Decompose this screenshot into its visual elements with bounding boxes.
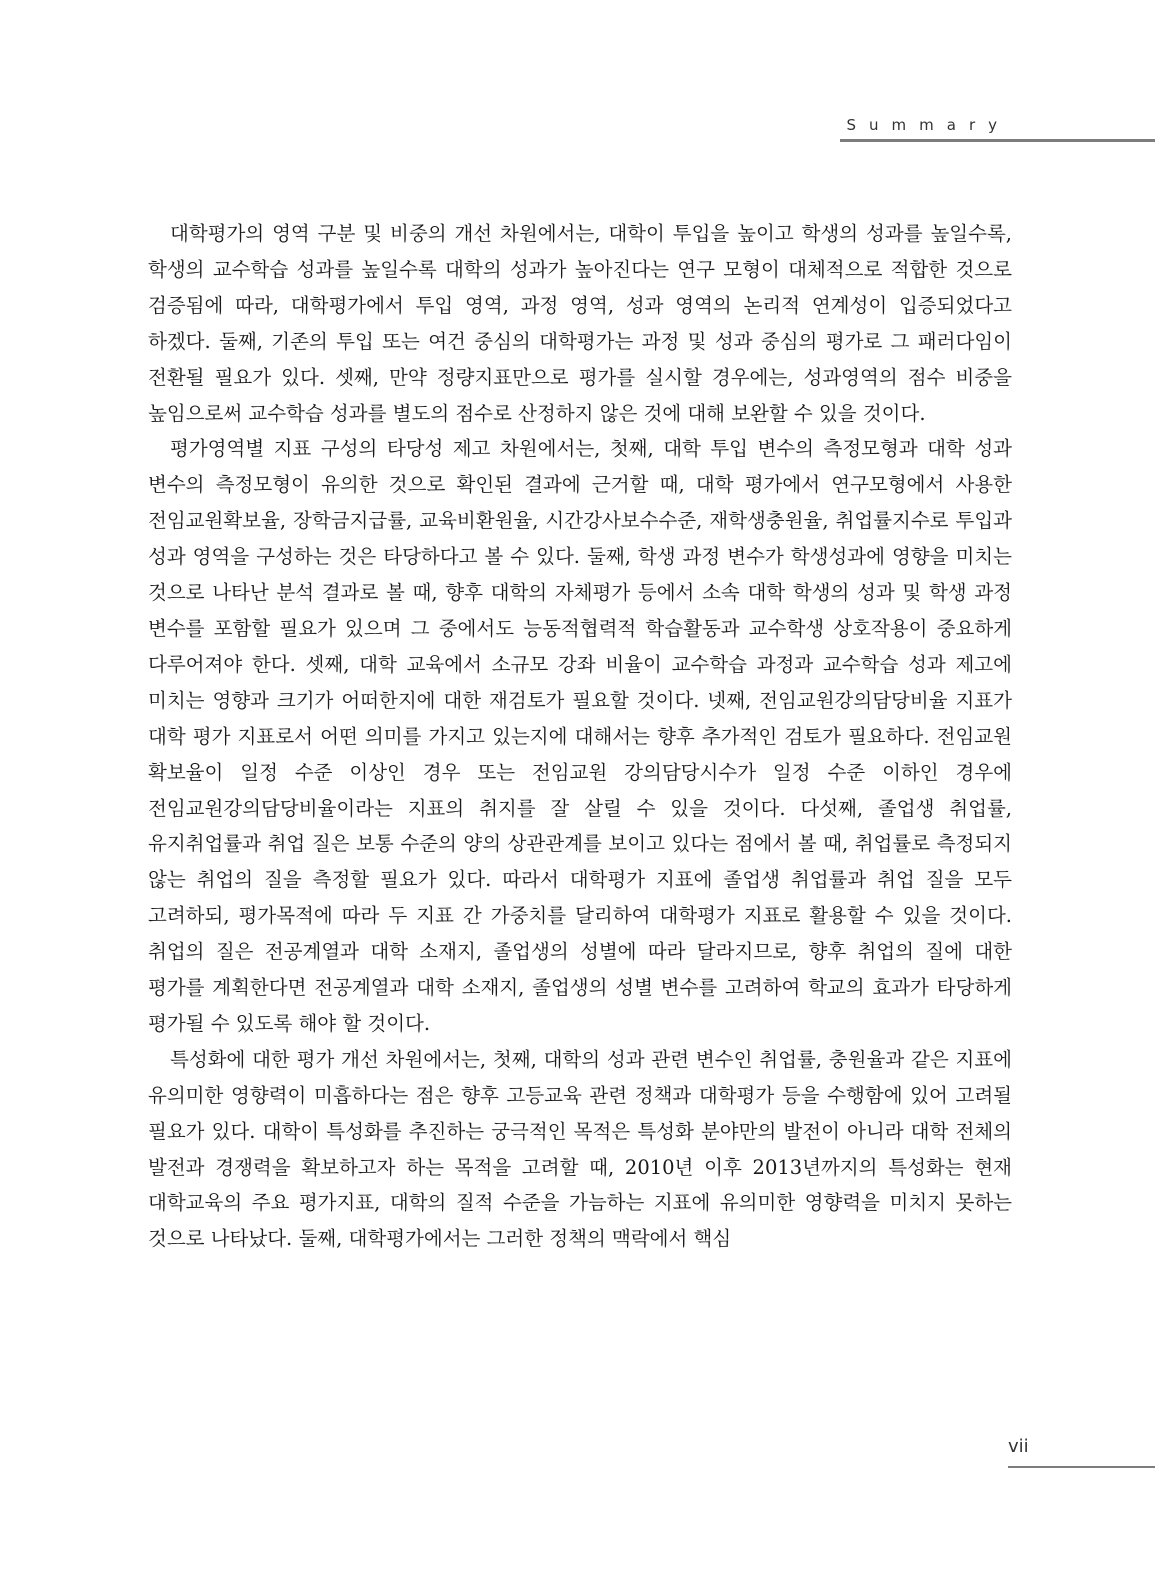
paragraph-indicator-validity: 평가영역별 지표 구성의 타당성 제고 차원에서는, 첫째, 대학 투입 변수의 측정모형과 대학 성과 변수의 측정모형이 유의한 것으로 확인된 결과에 근거할 때, 대학 평가에서 연구모형에서 사용한 전임교원확보율, 장학금지급률, 교육비환원율, 시간강사보수수준, 재학생충원율, 취업률지수로 투입과 성과 영역을 구성하는 것은 타당하다고 볼 수 있다. 둘째, 학생 과정 변수가 학생성과에 영향을 미치는 것으로 나타난 분석 결과로 볼 때, 향후 대학의 자체평가 등에서 소속 대학 학생의 성과 및 학생 과정 변수를 포함할 필요가 있으며 그 중에서도 능동적협력적 학습활동과 교수학생 상호작용이 중요하게 다루어져야 한다. 셋째, 대학 교육에서 소규모 강좌 비율이 교수학습 과정과 교수학습 성과 제고에 미치는 영향과 크기가 어떠한지에 대한 재검토가 필요할 것이다. 넷째, 전임교원강의담당비율 지표가 대학 평가 지표로서 어떤 의미를 가지고 있는지에 대해서는 향후 추가적인 검토가 필요하다. 전임교원 확보율이 일정 수준 이상인 경우 또는 전임교원 강의담당시수가 일정 수준 이하인 경우에 전임교원강의담당비율이라는 지표의 취지를 잘 살릴 수 있을 것이다. 다섯째, 졸업생 취업률, 유지취업률과 취업 질은 보통 수준의 양의 상관관계를 보이고 있다는 점에서 볼 때, 취업률로 측정되지 않는 취업의 질을 측정할 필요가 있다. 따라서 대학평가 지표에 졸업생 취업률과 취업 질을 모두 고려하되, 평가목적에 따라 두 지표 간 가중치를 달리하여 대학평가 지표로 활용할 수 있을 것이다. 취업의 질은 전공계열과 대학 소재지, 졸업생의 성별에 따라 달라지므로, 향후 취업의 질에 대한 평가를 계획한다면 전공계열과 대학 소재지, 졸업생의 성별 변수를 고려하여 학교의 효과가 타당하게 평가될 수 있도록 해야 할 것이다. xyxy=(148,437,1012,1035)
paragraph-specialization: 특성화에 대한 평가 개선 차원에서는, 첫째, 대학의 성과 관련 변수인 취업률, 충원율과 같은 지표에 유의미한 영향력이 미흡하다는 점은 향후 고등교육 관련 정책과 대학평가 등을 수행함에 있어 고려될 필요가 있다. 대학이 특성화를 추진하는 궁극적인 목적은 특성화 분야만의 발전이 아니라 대학 전체의 발전과 경쟁력을 확보하고자 하는 목적을 고려할 때, 2010년 이후 2013년까지의 특성화는 현재 대학교육의 주요 평가지표, 대학의 질적 수준을 가늠하는 지표에 유의미한 영향력을 미치지 못하는 것으로 나타났다. 둘째, 대학평가에서는 그러한 정책의 맥락에서 핵심 xyxy=(148,1047,1012,1251)
paragraph-evaluation-areas: 대학평가의 영역 구분 및 비중의 개선 차원에서는, 대학이 투입을 높이고 학생의 성과를 높일수록, 학생의 교수학습 성과를 높일수록 대학의 성과가 높아진다는 연구 모형이 대체적으로 적합한 것으로 검증됨에 따라, 대학평가에서 투입 영역, 과정 영역, 성과 영역의 논리적 연계성이 입증되었다고 하겠다. 둘째, 기존의 투입 또는 여건 중심의 대학평가는 과정 및 성과 중심의 평가로 그 패러다임이 전환될 필요가 있다. 셋째, 만약 정량지표만으로 평가를 실시할 경우에는, 성과영역의 점수 비중을 높임으로써 교수학습 성과를 별도의 점수로 산정하지 않은 것에 대해 보완할 수 있을 것이다. xyxy=(148,222,1012,425)
footer-rule xyxy=(1008,1466,1155,1468)
running-header-title: Summary xyxy=(846,116,1010,134)
body-text xyxy=(148,216,1012,1257)
page-number: vii xyxy=(1008,1436,1029,1457)
header-rule xyxy=(840,139,1155,142)
